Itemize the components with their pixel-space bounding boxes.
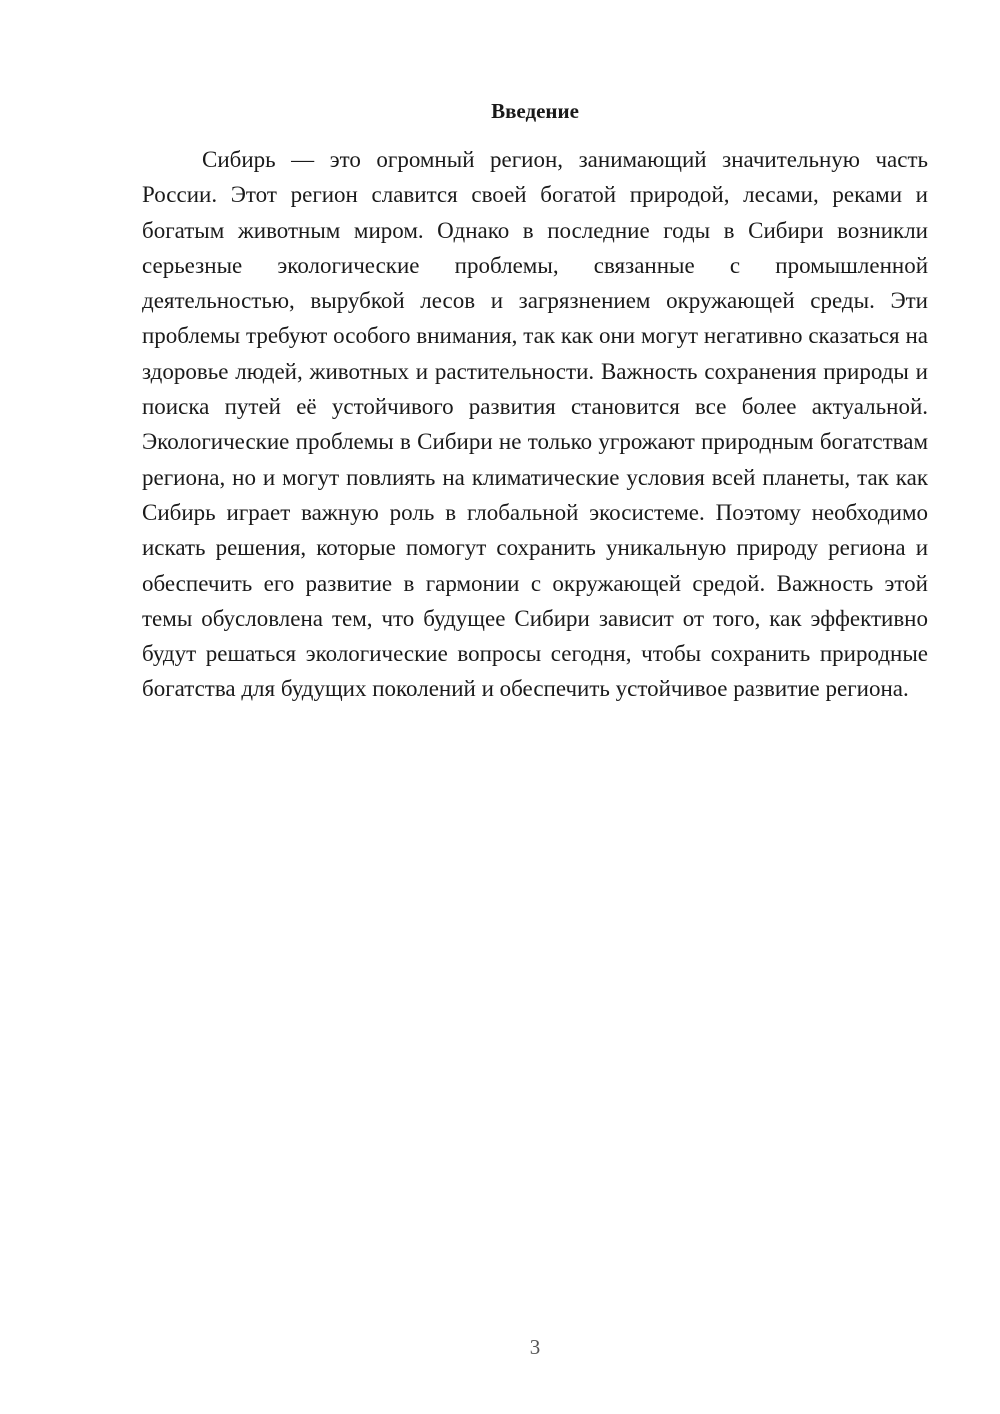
page-number: 3 bbox=[529, 1335, 541, 1359]
body-paragraph: Сибирь — это огромный регион, занимающий значительную часть России. Этот регион славится своей богатой природой, лесами, реками и богатым животным миром. Однако в последние годы в Сибири возникли серьезные экологические проблемы, связанные с промышленной деятельностью, вырубкой лесов и загрязнением окружающей среды. Эти проблемы требуют особого внимания, так как они могут негативно сказаться на здоровье людей, животных и растительности. Важность сохранения природы и поиска путей её устойчивого развития становится все более актуальной. Экологические проблемы в Сибири не только угрожают природным богатствам региона, но и могут повлиять на климатические условия всей планеты, так как Сибирь играет важную роль в глобальной экосистеме. Поэтому необходимо искать решения, которые помогут сохранить уникальную природу региона и обеспечить его развитие в гармонии с окружающей средой. Важность этой темы обусловлена тем, что будущее Сибири зависит от того, как эффективно будут решаться экологические вопросы сегодня, чтобы сохранить природные богатства для будущих поколений и обеспечить устойчивое развитие региона. bbox=[142, 147, 928, 702]
section-heading: Введение bbox=[491, 99, 579, 123]
